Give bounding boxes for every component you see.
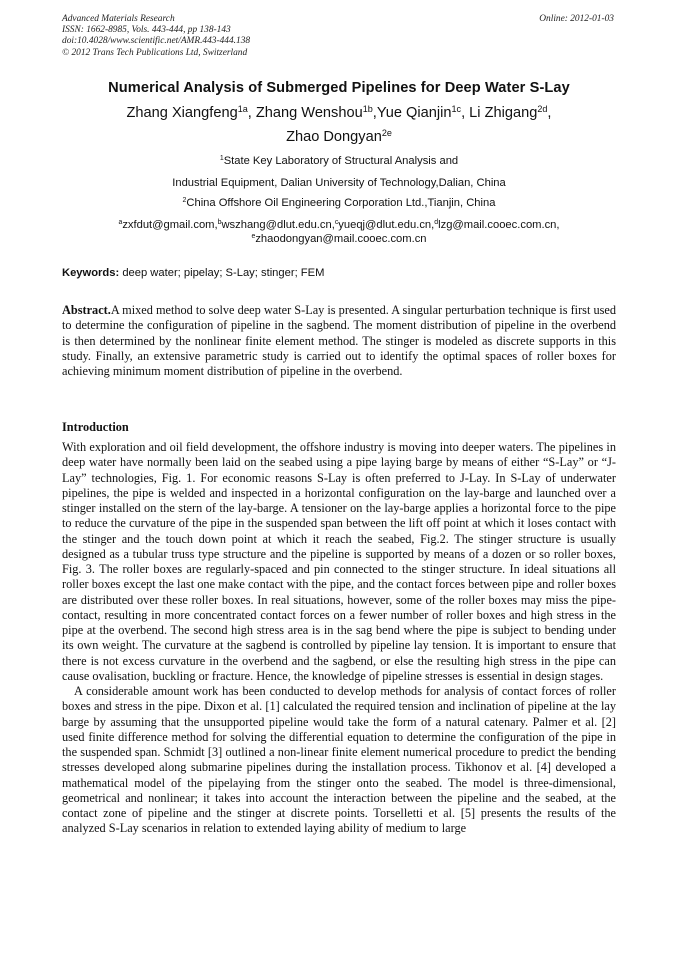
issn-line: ISSN: 1662-8985, Vols. 443-444, pp 138-143 [62, 25, 231, 36]
author-separator: , [547, 105, 552, 121]
author-name: Zhang Wenshou [255, 105, 363, 121]
keywords-line [62, 267, 614, 279]
author-list [40, 101, 638, 149]
paper-title: Numerical Analysis of Submerged Pipelines for Deep Water S-Lay [108, 80, 570, 96]
online-date: Online: 2012-01-03 [539, 14, 614, 24]
affiliation-text: State Key Laboratory of Structural Analysis and [223, 155, 459, 167]
journal-header [62, 14, 614, 59]
author-superscript: 1b [362, 104, 373, 115]
email-address[interactable]: lzg@mail.cooec.com.cn, [438, 219, 560, 231]
abstract-paragraph [62, 303, 616, 379]
affiliation-superscript: 2 [182, 197, 187, 205]
email-superscript: d [434, 219, 439, 227]
author-superscript: 1c [451, 104, 462, 115]
intro-paragraph-2: A considerable amount work has been conducted to develop methods for analysis of contact forces of roller boxes and stress in the pipe. Dixon et al. [1] calculated the required tension and inclination of pipeline at the lay barge by assuming that the unsupported pipeline would take the form of a natural catenary. Palmer et al. [2] used finite difference method for solving the differential equation to determine the configuration of the pipe in the suspended span. Schmidt [3] outlined a non-linear finite element numerical procedure to predict the bending stresses developed along submarine pipelines during the installation process. Tikhonov et al. [4] developed a mathematical model of the pipelaying from the stinger onto the seabed. The model is three-dimensional, geometrical and nonlinear; it takes into account the interaction between the pipeline and the seabed, at the contact zone of pipeline and the stinger at discrete points. Torselletti et al. [5] presents the results of the analyzed S-Lay scenarios in relation to extended laying ability of medium to large [62, 684, 616, 836]
email-list [60, 218, 618, 246]
affiliation-1-line-1 [40, 155, 638, 167]
author-name: Yue Qianjin [376, 105, 452, 121]
doi-line[interactable]: doi:10.4028/www.scientific.net/AMR.443-444.138 [62, 36, 251, 47]
email-address[interactable]: yueqj@dlut.edu.cn, [338, 219, 435, 231]
email-address[interactable]: zhaodongyan@mail.cooec.com.cn [255, 233, 427, 245]
author-name: Li Zhigang [469, 105, 538, 121]
author-superscript: 2e [381, 128, 392, 139]
email-superscript: b [217, 219, 222, 227]
author-name: Zhang Xiangfeng [126, 105, 238, 121]
abstract-label: Abstract. [62, 303, 111, 317]
keywords-label: Keywords: [62, 267, 120, 279]
affiliation-2 [40, 197, 638, 209]
author-superscript: 1a [237, 104, 248, 115]
affiliation-text: China Offshore Oil Engineering Corporation Ltd.,Tianjin, China [186, 197, 496, 209]
introduction-body [62, 440, 616, 837]
author-superscript: 2d [537, 104, 548, 115]
author-separator: , [247, 105, 256, 121]
author-separator: , [461, 105, 470, 121]
affiliation-1-line-2: Industrial Equipment, Dalian University of Technology,Dalian, China [172, 177, 506, 189]
section-heading-introduction: Introduction [62, 420, 129, 434]
email-superscript: a [118, 219, 123, 227]
email-address[interactable]: wszhang@dlut.edu.cn, [221, 219, 335, 231]
author-name: Zhao Dongyan [286, 129, 382, 145]
author-separator: , [372, 105, 377, 121]
abstract-text: A mixed method to solve deep water S-Lay is presented. A singular perturbation technique is first used to determine the configuration of pipeline in the sagbend. The moment distribution of pipeline in the overbend is then determined by the nonlinear finite element method. The stinger is modeled as discrete supports in this study. Finally, an extensive parametric study is carried out to identify the optimal spaces of roller boxes for achieving minimum moment distribution of pipeline in the overbend. [62, 303, 616, 378]
keywords-text: deep water; pipelay; S-Lay; stinger; FEM [122, 267, 325, 279]
affiliation-superscript: 1 [219, 155, 224, 163]
email-superscript: c [334, 219, 339, 227]
email-address[interactable]: zxfdut@gmail.com, [122, 219, 218, 231]
intro-paragraph-1: With exploration and oil field development, the offshore industry is moving into deeper waters. The pipelines in deep water have normally been laid on the seabed using a pipe laying barge by means of either “S-Lay” or “J-Lay” technologies, Fig. 1. For economic reasons S-Lay is often preferred to J-Lay. In S-Lay of underwater pipelines, the pipe is welded and inspected in a horizontal configuration on the lay-barge and launched over a stinger installed on the stern of the lay-barge. A tensioner on the lay-barge applies a horizontal force to the pipe to reduce the curvature of the pipe in the suspended span between the lift off point at which it loses contact with the stinger and the touch down point at which it reach the seabed, Fig.2. The stinger structure is usually designed as a tubular truss type structure and the pipeline is supported by means of a dozen or so roller boxes, Fig. 3. The roller boxes are regularly-spaced and pin connected to the stinger structure. In ideal situations all roller boxes except the last one make contact with the pipe, and the contact forces between pipe and roller boxes are distributed over these roller boxes. In real situations, however, some of the roller boxes may miss the pipe-contact, resulting in more concentrated contact forces on a fewer number of roller boxes and high stress in the pipe at the overbend. The second high stress area is in the sag bend where the pipe is subject to bending under its own weight. The curvature at the sagbend is controlled by pipeline lay tension. It is important to ensure that there is not excess curvature in the overbend and the sagbend, or else the resulting high stress in the pipe can cause ovalisation, buckling or fracture. Hence, the knowledge of pipeline stresses is essential in design stages. [62, 440, 616, 683]
copyright-line: © 2012 Trans Tech Publications Ltd, Switzerland [62, 47, 248, 58]
email-superscript: e [251, 233, 256, 241]
journal-name: Advanced Materials Research [62, 14, 175, 24]
